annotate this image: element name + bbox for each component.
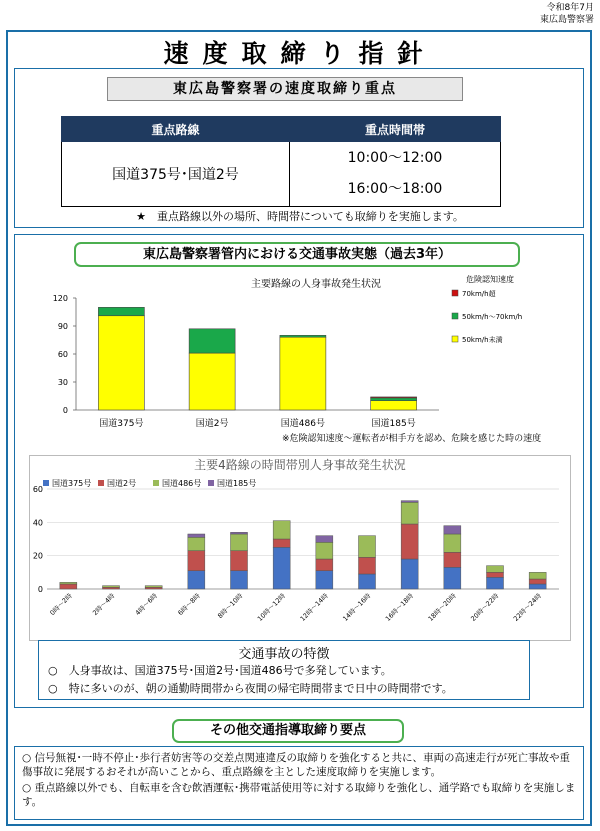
- col-header-times: 重点時間帯: [290, 117, 501, 142]
- document-header: [540, 2, 594, 26]
- chart2-category-label: 10時～12時: [255, 591, 288, 623]
- chart2-bar-segment: [316, 542, 333, 559]
- chart1-legend-swatch: [452, 336, 458, 342]
- chart2-bar-segment: [60, 582, 77, 584]
- page-title: 速度取締り指針: [163, 39, 437, 68]
- features-title: 交通事故の特徴: [238, 647, 330, 662]
- chart2-bar-segment: [444, 526, 461, 534]
- chart2-category-label: 8時～10時: [216, 591, 245, 620]
- chart2-bar-segment: [273, 539, 290, 547]
- chart2-bar-segment: [188, 551, 205, 571]
- chart2-bar-segment: [103, 586, 120, 588]
- chart2-legend-label: 国道375号: [52, 479, 92, 488]
- chart2-category-label: 6時～8時: [176, 591, 202, 618]
- chart2-bar-segment: [529, 579, 546, 584]
- chart1-bar-segment: [189, 353, 235, 410]
- chart2-bar-segment: [145, 586, 162, 588]
- chart2-legend-swatch: [98, 480, 104, 486]
- chart1-legend-title: 危険認知速度: [466, 275, 514, 284]
- chart1-bar-segment: [371, 398, 417, 401]
- chart1-legend-label: 50km/h～70km/h: [462, 313, 523, 321]
- chart1-bar-segment: [371, 401, 417, 410]
- chart2-category-label: 4時～6時: [133, 591, 160, 618]
- chart1-legend-label: 70km/h超: [462, 290, 496, 298]
- chart2-bar-segment: [231, 571, 248, 589]
- chart2-legend-swatch: [43, 480, 49, 486]
- chart2-legend-swatch: [153, 480, 159, 486]
- chart2-ytick: 0: [37, 585, 43, 594]
- chart2-bar-segment: [529, 584, 546, 589]
- chart2-bar-segment: [487, 577, 504, 589]
- chart1-bar-segment: [98, 307, 144, 315]
- feature-line-1: ○ 人身事故は、国道375号･国道2号･国道486号で多発しています。: [48, 664, 392, 677]
- chart1-legend-swatch: [452, 290, 458, 296]
- feature-line-2: ○ 特に多いのが、朝の通勤時間帯から夜間の帰宅時間帯まで日中の時間帯です。: [48, 682, 453, 695]
- chart2-bar-segment: [231, 532, 248, 534]
- chart1-title: 主要路線の人身事故発生状況: [251, 279, 381, 290]
- chart2-category-label: 12時～14時: [298, 591, 330, 623]
- chart2-category-label: 22時～24時: [511, 591, 544, 623]
- time-slot-1: 10:00～12:00: [347, 150, 443, 166]
- chart2-bar-segment: [316, 536, 333, 543]
- chart1-legend-label: 50km/h未満: [462, 336, 503, 344]
- priority-table: [61, 116, 501, 207]
- priority-heading: 東広島警察署の速度取締り重点: [107, 77, 463, 101]
- chart2-bar-segment: [231, 551, 248, 571]
- priority-note: ★ 重点路線以外の場所、時間帯についても取締りを実施します。: [136, 210, 464, 223]
- chart1-legend-swatch: [452, 313, 458, 319]
- chart2-bar-segment: [273, 547, 290, 589]
- chart2-bar-segment: [401, 502, 418, 524]
- chart2-bar-segment: [188, 534, 205, 537]
- chart2-legend-label: 国道185号: [217, 479, 257, 488]
- chart2-ytick: 40: [32, 518, 43, 528]
- route-accident-chart: [14, 268, 584, 450]
- chart2-bar-segment: [273, 521, 290, 539]
- chart1-footnote: ※危険認知速度～運転者が相手方を認め、危険を感じた時の速度: [282, 434, 542, 444]
- chart2-bar-segment: [316, 559, 333, 571]
- priority-times: [290, 142, 501, 207]
- chart2-bar-segment: [401, 501, 418, 503]
- chart2-legend-label: 国道486号: [162, 479, 202, 488]
- chart2-category-label: 2時～4時: [91, 591, 117, 618]
- chart2-bar-segment: [529, 572, 546, 579]
- chart1-category-label: 国道375号: [99, 419, 144, 429]
- other-paragraph-1: ○ 信号無視･一時不停止･歩行者妨害等の交差点関連違反の取締りを強化すると共に、車両の高速走行が死亡事故や重傷事故に発展するおそれが高いことから、重点路線を主とした速度取締りを実施します。: [22, 752, 570, 778]
- chart2-bar-segment: [444, 534, 461, 552]
- priority-routes: 国道375号･国道2号: [62, 142, 290, 207]
- chart2-category-label: 16時～18時: [383, 591, 416, 623]
- chart2-bar-segment: [444, 567, 461, 589]
- chart1-ytick: 0: [62, 406, 68, 415]
- accident-heading: 東広島警察署管内における交通事故実態（過去3年）: [74, 242, 520, 267]
- chart2-legend-swatch: [208, 480, 214, 486]
- chart1-category-label: 国道2号: [195, 419, 229, 429]
- chart2-bar-segment: [487, 566, 504, 573]
- chart1-bar-segment: [189, 329, 235, 353]
- chart2-bar-segment: [359, 574, 376, 589]
- other-paragraph-2: ○ 重点路線以外でも、自転車を含む飲酒運転･携帯電話使用等に対する取締りを強化し、通学路でも取締りを実施します。: [22, 782, 576, 808]
- chart2-bar-segment: [359, 536, 376, 558]
- chart1-bar-segment: [280, 335, 326, 337]
- hourly-accident-chart: [29, 455, 571, 641]
- chart2-bar-segment: [316, 571, 333, 589]
- chart2-ytick: 60: [32, 485, 43, 494]
- chart1-ytick: 90: [57, 322, 68, 331]
- time-slot-2: 16:00～18:00: [347, 181, 443, 197]
- chart2-ytick: 20: [32, 551, 43, 561]
- chart2-category-label: 18時～20時: [426, 591, 458, 623]
- issue-date: 令和8年7月: [546, 3, 594, 13]
- chart2-bar-segment: [401, 559, 418, 589]
- chart2-bar-segment: [231, 534, 248, 551]
- chart2-category-label: 0時～2時: [48, 591, 74, 618]
- issuing-office: 東広島警察署: [539, 15, 594, 25]
- chart2-bar-segment: [401, 524, 418, 559]
- chart1-ytick: 120: [52, 294, 68, 303]
- chart2-bar-segment: [359, 557, 376, 574]
- chart2-legend-label: 国道2号: [107, 479, 137, 488]
- chart1-category-label: 国道185号: [371, 419, 416, 429]
- chart2-bar-segment: [188, 537, 205, 550]
- chart2-bar-segment: [487, 572, 504, 577]
- chart2-category-label: 20時～22時: [469, 591, 501, 623]
- chart1-ytick: 60: [57, 350, 68, 359]
- chart1-ytick: 30: [57, 378, 68, 387]
- chart1-bar-segment: [280, 337, 326, 410]
- chart2-category-label: 14時～16時: [341, 591, 373, 623]
- other-heading: その他交通指導取締り要点: [172, 719, 404, 743]
- chart2-title: 主要4路線の時間帯別人身事故発生状況: [194, 458, 406, 472]
- chart2-bar-segment: [444, 552, 461, 567]
- col-header-routes: 重点路線: [62, 117, 290, 142]
- chart1-category-label: 国道486号: [280, 419, 325, 429]
- chart1-bar-segment: [371, 397, 417, 398]
- chart2-bar-segment: [188, 571, 205, 589]
- chart1-bar-segment: [98, 316, 144, 410]
- chart2-bar-segment: [60, 584, 77, 589]
